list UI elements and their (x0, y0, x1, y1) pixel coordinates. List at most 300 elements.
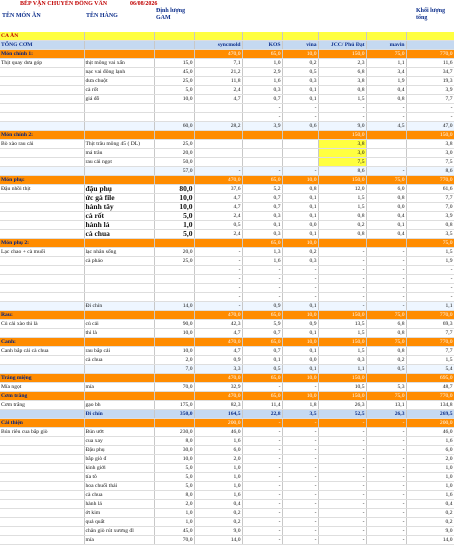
table-cell[interactable]: - (318, 257, 366, 266)
table-cell[interactable]: 2,0 (194, 455, 242, 464)
table-cell[interactable] (242, 158, 282, 167)
table-cell[interactable]: - (366, 257, 406, 266)
table-cell[interactable] (0, 518, 84, 527)
table-cell[interactable]: hành lá (84, 500, 154, 509)
table-cell[interactable]: - (242, 266, 282, 275)
table-cell[interactable]: 0,8 (366, 329, 406, 338)
table-cell[interactable]: JCC/ Phú Đạt (318, 41, 366, 50)
table-cell[interactable]: 25,0 (154, 77, 194, 86)
table-cell[interactable]: 200,0 (194, 419, 242, 428)
table-cell[interactable]: 1,9 (406, 257, 454, 266)
table-cell[interactable] (154, 113, 194, 122)
table-cell[interactable]: 0,8 (366, 347, 406, 356)
table-cell[interactable]: 69,3 (406, 320, 454, 329)
table-cell[interactable] (84, 104, 154, 113)
table-cell[interactable]: - (242, 437, 282, 446)
table-cell[interactable]: 6,0 (194, 446, 242, 455)
table-cell[interactable]: 5,0 (154, 473, 194, 482)
table-cell[interactable] (0, 446, 84, 455)
table-cell[interactable]: - (282, 383, 318, 392)
table-cell[interactable] (194, 149, 242, 158)
table-cell[interactable]: 25,0 (154, 140, 194, 149)
table-cell[interactable] (0, 68, 84, 77)
table-cell[interactable]: 0,1 (282, 86, 318, 95)
table-cell[interactable]: 0,4 (194, 500, 242, 509)
table-cell[interactable]: syncmold (194, 41, 242, 50)
table-cell[interactable]: - (242, 518, 282, 527)
table-cell[interactable] (84, 365, 154, 374)
table-cell[interactable]: - (318, 248, 366, 257)
table-cell[interactable]: hành lá (84, 221, 154, 230)
table-cell[interactable]: 65,0 (242, 392, 282, 401)
table-cell[interactable]: - (194, 167, 242, 176)
table-cell[interactable]: - (366, 293, 406, 302)
table-cell[interactable]: 70,0 (154, 383, 194, 392)
table-cell[interactable]: 0,9 (282, 320, 318, 329)
table-cell[interactable]: rau bắp cải (84, 347, 154, 356)
table-cell[interactable]: Món phụ: (0, 176, 84, 185)
table-cell[interactable]: cà rốt (84, 212, 154, 221)
table-cell[interactable]: 37,6 (194, 185, 242, 194)
table-cell[interactable] (0, 437, 84, 446)
table-cell[interactable]: 22,8 (242, 410, 282, 419)
table-cell[interactable]: 0,5 (194, 221, 242, 230)
table-cell[interactable] (84, 122, 154, 131)
table-cell[interactable] (194, 32, 242, 41)
table-cell[interactable] (0, 167, 84, 176)
table-cell[interactable]: 7,7 (406, 95, 454, 104)
table-cell[interactable] (0, 86, 84, 95)
table-cell[interactable]: 2,4 (194, 230, 242, 239)
table-cell[interactable]: 5,0 (154, 86, 194, 95)
table-cell[interactable]: 0,2 (282, 248, 318, 257)
table-cell[interactable] (154, 50, 194, 59)
table-cell[interactable]: 42,3 (194, 320, 242, 329)
table-cell[interactable]: 0,4 (366, 212, 406, 221)
table-cell[interactable]: 0,1 (282, 194, 318, 203)
table-cell[interactable] (0, 302, 84, 311)
table-cell[interactable]: - (242, 491, 282, 500)
table-cell[interactable]: 5,2 (242, 185, 282, 194)
table-cell[interactable]: 3,3 (194, 365, 242, 374)
table-cell[interactable]: - (194, 275, 242, 284)
table-cell[interactable]: 25,0 (154, 257, 194, 266)
table-cell[interactable] (0, 464, 84, 473)
table-cell[interactable]: 0,4 (406, 500, 454, 509)
table-cell[interactable]: 1,5 (318, 347, 366, 356)
table-cell[interactable]: 1,0 (154, 509, 194, 518)
table-cell[interactable]: 46,0 (194, 428, 242, 437)
table-cell[interactable]: - (318, 473, 366, 482)
table-cell[interactable]: ớt kim (84, 509, 154, 518)
table-cell[interactable]: 1,5 (318, 95, 366, 104)
table-cell[interactable]: KOS (242, 41, 282, 50)
table-cell[interactable]: 0,1 (282, 95, 318, 104)
table-cell[interactable]: Bún riêu cua bắp giò (0, 428, 84, 437)
table-cell[interactable]: 4,7 (194, 347, 242, 356)
table-cell[interactable]: 9,0 (194, 527, 242, 536)
table-cell[interactable]: 20,0 (154, 149, 194, 158)
table-cell[interactable] (84, 32, 154, 41)
table-cell[interactable] (242, 140, 282, 149)
table-cell[interactable] (318, 32, 366, 41)
table-cell[interactable]: - (406, 266, 454, 275)
table-cell[interactable]: 0,3 (242, 86, 282, 95)
table-cell[interactable]: Bò xào rau cải (0, 140, 84, 149)
table-cell[interactable] (154, 311, 194, 320)
table-cell[interactable]: 5,4 (406, 365, 454, 374)
table-cell[interactable]: 1,9 (366, 77, 406, 86)
table-cell[interactable]: 0,3 (242, 230, 282, 239)
table-cell[interactable]: - (366, 104, 406, 113)
table-cell[interactable]: thì là (84, 329, 154, 338)
table-cell[interactable]: 269,5 (406, 410, 454, 419)
table-cell[interactable]: 65,0 (242, 239, 282, 248)
table-cell[interactable]: - (318, 536, 366, 545)
table-cell[interactable]: 65,0 (242, 374, 282, 383)
table-cell[interactable]: 47,0 (406, 122, 454, 131)
table-cell[interactable]: 5,0 (154, 212, 194, 221)
table-cell[interactable]: 2,9 (242, 68, 282, 77)
table-cell[interactable]: má trâu (84, 149, 154, 158)
table-cell[interactable]: 26,3 (318, 401, 366, 410)
table-cell[interactable] (242, 149, 282, 158)
table-cell[interactable] (0, 509, 84, 518)
table-cell[interactable]: 1,1 (406, 302, 454, 311)
table-cell[interactable] (194, 158, 242, 167)
table-cell[interactable]: tía tô (84, 473, 154, 482)
table-cell[interactable] (194, 131, 242, 140)
table-cell[interactable]: 46,0 (406, 428, 454, 437)
table-cell[interactable]: - (318, 437, 366, 446)
table-cell[interactable]: 11,6 (406, 59, 454, 68)
table-cell[interactable]: đậu phụ (84, 185, 154, 194)
table-cell[interactable]: 770,0 (406, 311, 454, 320)
table-cell[interactable]: 5,0 (154, 230, 194, 239)
table-cell[interactable]: - (366, 248, 406, 257)
table-cell[interactable]: - (242, 383, 282, 392)
table-cell[interactable]: 0,0 (366, 203, 406, 212)
table-cell[interactable]: 10,0 (154, 194, 194, 203)
table-cell[interactable]: - (318, 500, 366, 509)
table-cell[interactable]: 75,0 (366, 50, 406, 59)
table-cell[interactable] (154, 374, 194, 383)
table-cell[interactable] (154, 104, 194, 113)
table-cell[interactable] (154, 284, 194, 293)
table-cell[interactable]: - (194, 266, 242, 275)
table-cell[interactable] (0, 527, 84, 536)
table-cell[interactable]: 2,0 (406, 455, 454, 464)
table-cell[interactable]: 5,3 (366, 383, 406, 392)
table-cell[interactable]: 70,0 (154, 536, 194, 545)
table-cell[interactable] (366, 158, 406, 167)
table-cell[interactable]: - (318, 113, 366, 122)
table-cell[interactable]: - (318, 446, 366, 455)
table-cell[interactable]: 0,1 (282, 302, 318, 311)
table-cell[interactable]: 14,0 (154, 302, 194, 311)
table-cell[interactable] (84, 419, 154, 428)
table-cell[interactable] (0, 329, 84, 338)
table-cell[interactable]: Bún ướt (84, 428, 154, 437)
table-cell[interactable]: 3,9 (406, 86, 454, 95)
table-cell[interactable]: 10,0 (282, 374, 318, 383)
table-cell[interactable]: 5,9 (242, 320, 282, 329)
table-cell[interactable]: 15,0 (154, 59, 194, 68)
table-cell[interactable]: - (242, 113, 282, 122)
table-cell[interactable]: Canh: (0, 338, 84, 347)
table-cell[interactable] (242, 131, 282, 140)
table-cell[interactable] (84, 167, 154, 176)
table-cell[interactable] (84, 338, 154, 347)
table-cell[interactable]: 3,0 (406, 149, 454, 158)
table-cell[interactable]: 0,0 (282, 221, 318, 230)
table-cell[interactable] (154, 338, 194, 347)
table-cell[interactable]: - (282, 284, 318, 293)
table-cell[interactable]: 10,5 (318, 383, 366, 392)
table-cell[interactable]: - (282, 509, 318, 518)
table-cell[interactable]: 0,8 (318, 86, 366, 95)
table-cell[interactable]: 7,7 (406, 329, 454, 338)
table-cell[interactable]: - (282, 455, 318, 464)
table-cell[interactable]: 48,7 (406, 383, 454, 392)
table-cell[interactable]: 75,0 (366, 392, 406, 401)
table-cell[interactable] (0, 257, 84, 266)
table-cell[interactable]: gạo bh (84, 401, 154, 410)
table-cell[interactable]: 7,0 (154, 365, 194, 374)
table-cell[interactable]: 0,8 (406, 221, 454, 230)
table-cell[interactable]: - (318, 284, 366, 293)
table-cell[interactable]: - (366, 527, 406, 536)
table-cell[interactable] (406, 41, 454, 50)
table-cell[interactable]: hoa chuối thái (84, 482, 154, 491)
table-cell[interactable]: - (242, 446, 282, 455)
table-cell[interactable]: 470,0 (194, 374, 242, 383)
table-cell[interactable]: quả quất (84, 518, 154, 527)
table-cell[interactable]: 4,7 (194, 95, 242, 104)
table-cell[interactable]: - (366, 419, 406, 428)
table-cell[interactable] (0, 275, 84, 284)
table-cell[interactable]: 150,0 (406, 131, 454, 140)
table-cell[interactable]: 5,0 (154, 482, 194, 491)
table-cell[interactable]: 470,0 (194, 338, 242, 347)
table-cell[interactable]: Đậu phụ (84, 446, 154, 455)
table-cell[interactable]: 150,0 (318, 311, 366, 320)
table-cell[interactable]: - (282, 527, 318, 536)
table-cell[interactable]: 0,2 (406, 518, 454, 527)
table-cell[interactable]: - (242, 536, 282, 545)
table-cell[interactable]: 3,0 (318, 149, 366, 158)
table-cell[interactable]: 75,0 (366, 338, 406, 347)
table-cell[interactable]: - (242, 419, 282, 428)
table-cell[interactable]: - (242, 167, 282, 176)
table-cell[interactable]: 13,5 (318, 320, 366, 329)
table-cell[interactable] (0, 77, 84, 86)
table-cell[interactable]: 0,1 (282, 230, 318, 239)
table-cell[interactable]: 50,0 (154, 158, 194, 167)
table-cell[interactable]: 0,5 (242, 365, 282, 374)
table-cell[interactable] (84, 131, 154, 140)
table-cell[interactable] (84, 266, 154, 275)
table-cell[interactable]: 7,1 (194, 59, 242, 68)
table-cell[interactable]: 0,5 (282, 68, 318, 77)
table-cell[interactable] (0, 203, 84, 212)
table-cell[interactable]: dưa chuột (84, 77, 154, 86)
table-cell[interactable] (194, 140, 242, 149)
table-cell[interactable]: 3,5 (282, 410, 318, 419)
table-cell[interactable]: cà pháo (84, 257, 154, 266)
table-cell[interactable]: - (318, 491, 366, 500)
table-cell[interactable]: 695,0 (406, 374, 454, 383)
table-cell[interactable]: - (318, 428, 366, 437)
table-cell[interactable]: 150,0 (318, 176, 366, 185)
table-cell[interactable] (154, 41, 194, 50)
table-cell[interactable]: 0,2 (194, 509, 242, 518)
table-cell[interactable]: bắp giò đ (84, 455, 154, 464)
table-cell[interactable] (0, 104, 84, 113)
table-cell[interactable]: - (242, 509, 282, 518)
table-cell[interactable]: 770,0 (406, 50, 454, 59)
table-cell[interactable]: - (366, 284, 406, 293)
table-cell[interactable]: 1,6 (242, 77, 282, 86)
table-cell[interactable]: 175,0 (154, 401, 194, 410)
table-cell[interactable]: Củ cải xào thì là (0, 320, 84, 329)
table-cell[interactable]: - (282, 428, 318, 437)
table-cell[interactable]: 164,5 (194, 410, 242, 419)
table-cell[interactable]: - (194, 257, 242, 266)
table-cell[interactable]: vina (282, 41, 318, 50)
table-cell[interactable]: 0,3 (242, 212, 282, 221)
table-cell[interactable]: - (366, 302, 406, 311)
table-cell[interactable]: 3,8 (318, 140, 366, 149)
table-cell[interactable]: - (318, 455, 366, 464)
table-cell[interactable]: 11,8 (194, 77, 242, 86)
table-cell[interactable]: - (318, 104, 366, 113)
table-cell[interactable]: 1,6 (406, 491, 454, 500)
table-cell[interactable]: 3,8 (318, 77, 366, 86)
table-cell[interactable]: 2,3 (318, 59, 366, 68)
table-cell[interactable]: 45,0 (154, 527, 194, 536)
table-cell[interactable]: 150,0 (318, 131, 366, 140)
table-cell[interactable] (406, 32, 454, 41)
table-cell[interactable] (154, 176, 194, 185)
table-cell[interactable]: - (242, 293, 282, 302)
table-cell[interactable]: - (282, 167, 318, 176)
table-cell[interactable]: 21,2 (194, 68, 242, 77)
table-cell[interactable]: 75,0 (406, 239, 454, 248)
table-cell[interactable]: 13,1 (366, 401, 406, 410)
table-cell[interactable]: 3,8 (406, 140, 454, 149)
table-cell[interactable] (282, 131, 318, 140)
table-cell[interactable]: 1,3 (242, 248, 282, 257)
table-cell[interactable]: 0,8 (366, 194, 406, 203)
table-cell[interactable]: 1,0 (194, 473, 242, 482)
table-cell[interactable]: Cơm trắng (0, 392, 84, 401)
table-cell[interactable]: - (366, 500, 406, 509)
table-cell[interactable]: Món phụ 2: (0, 239, 84, 248)
table-cell[interactable]: 350,0 (154, 410, 194, 419)
table-cell[interactable]: 82,3 (194, 401, 242, 410)
table-cell[interactable]: 0,1 (282, 203, 318, 212)
table-cell[interactable]: 0,1 (242, 221, 282, 230)
table-cell[interactable] (84, 311, 154, 320)
table-cell[interactable]: 32,9 (194, 383, 242, 392)
table-cell[interactable]: 8,0 (154, 437, 194, 446)
table-cell[interactable]: 0,7 (242, 347, 282, 356)
table-cell[interactable]: - (194, 293, 242, 302)
table-cell[interactable] (242, 32, 282, 41)
table-cell[interactable]: 3,4 (366, 68, 406, 77)
table-cell[interactable]: 9,0 (318, 122, 366, 131)
table-cell[interactable] (366, 239, 406, 248)
table-cell[interactable]: - (242, 275, 282, 284)
table-cell[interactable] (84, 284, 154, 293)
table-cell[interactable]: - (366, 167, 406, 176)
table-cell[interactable] (0, 473, 84, 482)
table-cell[interactable]: - (194, 284, 242, 293)
table-cell[interactable]: 4,5 (366, 122, 406, 131)
table-cell[interactable]: cà rốt (84, 86, 154, 95)
table-cell[interactable]: - (242, 455, 282, 464)
table-cell[interactable]: 200,0 (406, 419, 454, 428)
table-cell[interactable]: Mía ngọt (0, 383, 84, 392)
table-cell[interactable] (0, 266, 84, 275)
table-cell[interactable]: - (366, 473, 406, 482)
table-cell[interactable] (84, 176, 154, 185)
table-cell[interactable]: 0,9 (194, 356, 242, 365)
table-cell[interactable]: 19,3 (406, 77, 454, 86)
table-cell[interactable]: 3,5 (406, 230, 454, 239)
table-cell[interactable] (154, 275, 194, 284)
table-cell[interactable]: - (318, 302, 366, 311)
table-cell[interactable]: - (406, 293, 454, 302)
table-cell[interactable]: - (366, 482, 406, 491)
table-cell[interactable] (84, 113, 154, 122)
table-cell[interactable]: - (242, 284, 282, 293)
table-cell[interactable] (366, 131, 406, 140)
table-cell[interactable]: 0,1 (282, 329, 318, 338)
table-cell[interactable]: 7,7 (406, 347, 454, 356)
table-cell[interactable] (84, 392, 154, 401)
table-cell[interactable]: Đi chín (84, 410, 154, 419)
table-cell[interactable]: 3,9 (242, 122, 282, 131)
table-cell[interactable]: 65,0 (242, 176, 282, 185)
table-cell[interactable]: cà chua (84, 491, 154, 500)
table-cell[interactable]: - (242, 482, 282, 491)
table-cell[interactable] (366, 374, 406, 383)
table-cell[interactable]: 1,6 (242, 257, 282, 266)
table-cell[interactable] (0, 194, 84, 203)
table-cell[interactable]: cà chua (84, 230, 154, 239)
table-cell[interactable]: 1,0 (242, 59, 282, 68)
table-cell[interactable] (0, 365, 84, 374)
table-cell[interactable] (282, 158, 318, 167)
table-cell[interactable]: 1,1 (366, 59, 406, 68)
table-cell[interactable]: - (282, 482, 318, 491)
table-cell[interactable] (0, 122, 84, 131)
table-cell[interactable]: Thịt trâu mông 45 ( DL) (84, 140, 154, 149)
table-cell[interactable]: Rau: (0, 311, 84, 320)
table-cell[interactable]: - (366, 446, 406, 455)
table-cell[interactable] (0, 113, 84, 122)
table-cell[interactable]: - (366, 266, 406, 275)
table-cell[interactable]: 75,0 (366, 311, 406, 320)
table-cell[interactable] (84, 275, 154, 284)
table-cell[interactable] (0, 230, 84, 239)
table-cell[interactable]: thịt mông vai xấn (84, 59, 154, 68)
table-cell[interactable]: 6,0 (406, 446, 454, 455)
table-cell[interactable] (366, 140, 406, 149)
table-cell[interactable]: 1,0 (154, 518, 194, 527)
